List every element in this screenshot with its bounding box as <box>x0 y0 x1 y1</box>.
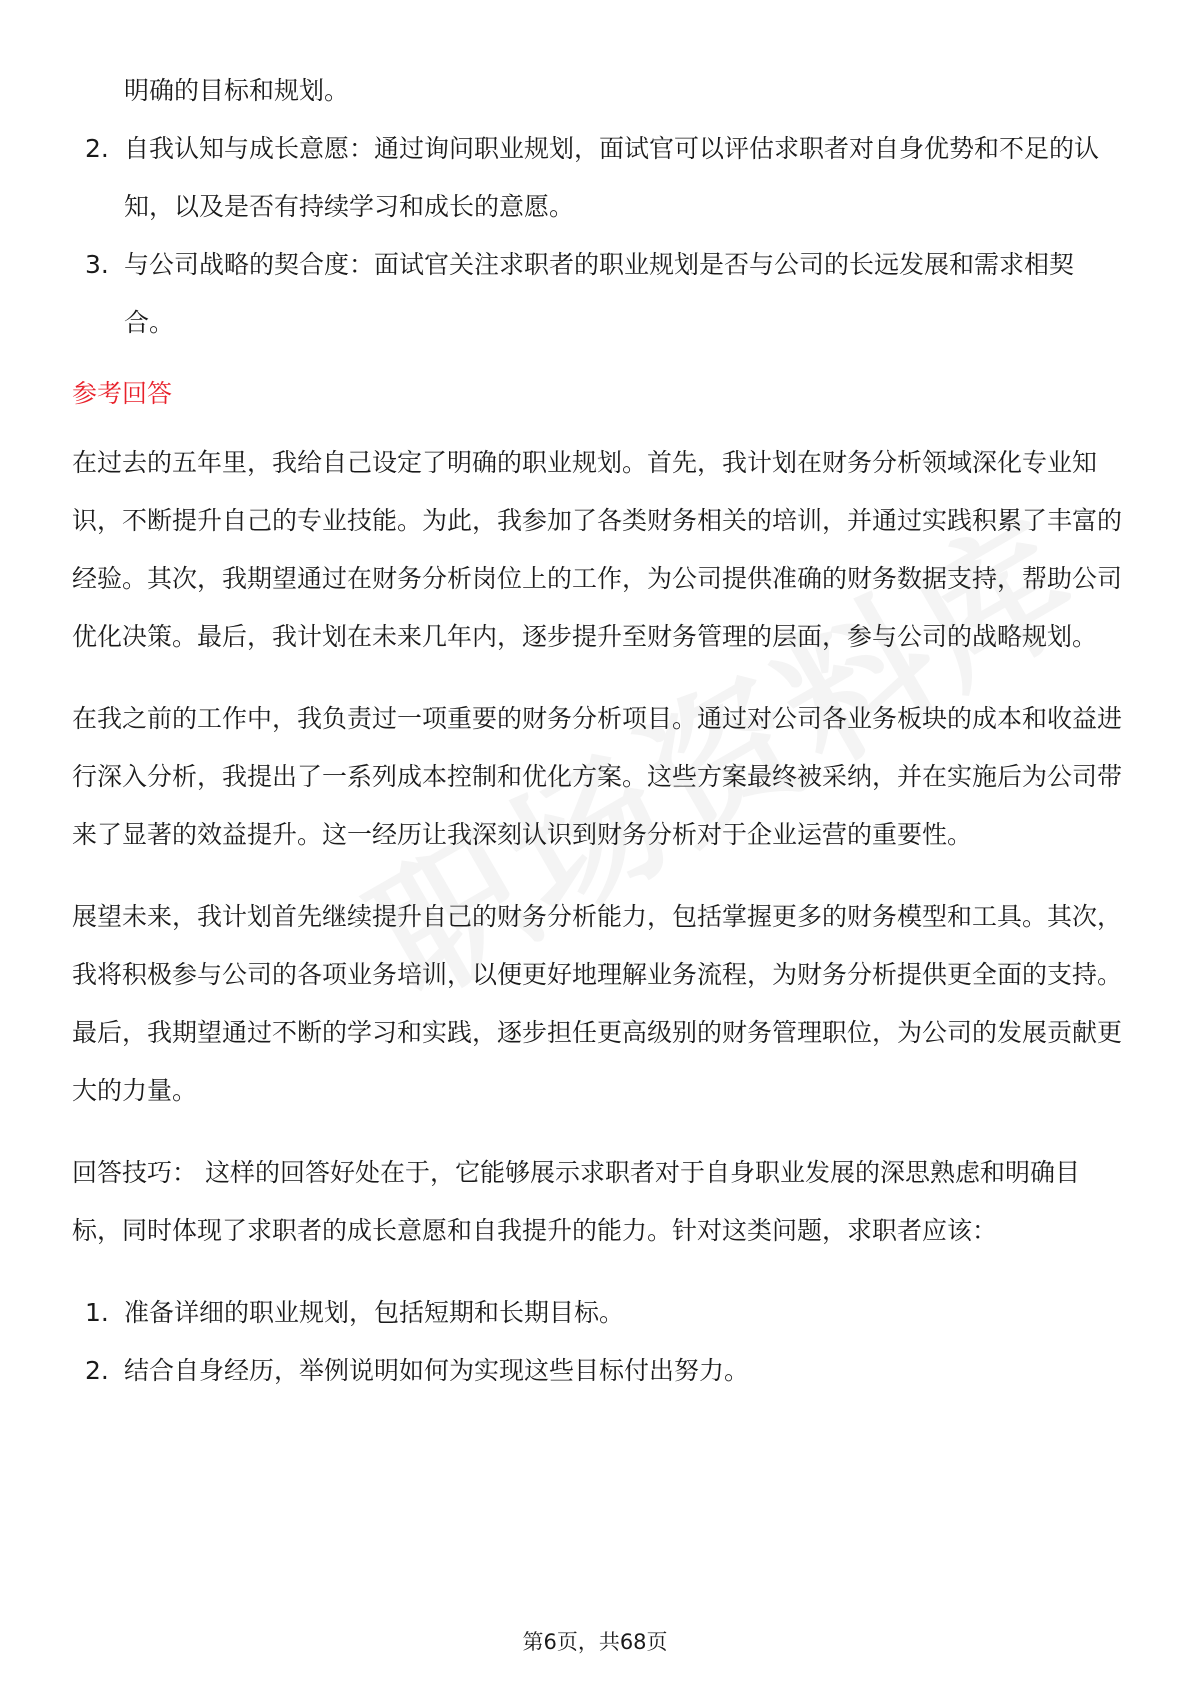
list-item-number: 1. <box>85 1298 109 1327</box>
list-item-number: 2. <box>85 134 109 163</box>
section-heading: 参考回答 <box>72 379 173 408</box>
answer-paragraph: 在我之前的工作中，我负责过一项重要的财务分析项目。通过对公司各业务板块的成本和收益进行深入分析，我提出了一系列成本控制和优化方案。这些方案最终被采纳，并在实施后为公司带来了显著的效益提升。这一经历让我深刻认识到财务分析对于企业运营的重要性。 <box>72 704 1123 849</box>
list-item <box>72 1342 1122 1400</box>
list-item-number: 2. <box>85 1356 109 1385</box>
list-item-text: 准备详细的职业规划，包括短期和长期目标。 <box>124 1298 625 1327</box>
page-number-footer: 第6页，共68页 <box>522 1630 668 1654</box>
list-item <box>72 1284 1122 1342</box>
list-item-text: 结合自身经历，举例说明如何为实现这些目标付出努力。 <box>124 1356 750 1385</box>
list-item <box>72 120 1122 236</box>
answer-paragraph: 在过去的五年里，我给自己设定了明确的职业规划。首先，我计划在财务分析领域深化专业知识，不断提升自己的专业技能。为此，我参加了各类财务相关的培训，并通过实践积累了丰富的经验。其次，我期望通过在财务分析岗位上的工作，为公司提供准确的财务数据支持，帮助公司优化决策。最后，我计划在未来几年内，逐步提升至财务管理的层面，参与公司的战略规划。 <box>72 448 1123 651</box>
list-item <box>72 236 1122 352</box>
answer-paragraph: 展望未来，我计划首先继续提升自己的财务分析能力，包括掌握更多的财务模型和工具。其次，我将积极参与公司的各项业务培训，以便更好地理解业务流程，为财务分析提供更全面的支持。最后，我期望通过不断的学习和实践，逐步担任更高级别的财务管理职位，为公司的发展贡献更大的力量。 <box>72 902 1123 1105</box>
list-item-text: 与公司战略的契合度：面试官关注求职者的职业规划是否与公司的长远发展和需求相契合。 <box>124 250 1075 337</box>
list-item-text: 自我认知与成长意愿：通过询问职业规划，面试官可以评估求职者对自身优势和不足的认知，以及是否有持续学习和成长的意愿。 <box>124 134 1100 221</box>
top-numbered-list <box>72 120 1122 352</box>
list-item-number: 3. <box>85 250 109 279</box>
answer-tips-paragraph: 回答技巧： 这样的回答好处在于，它能够展示求职者对于自身职业发展的深思熟虑和明确目标，同时体现了求职者的成长意愿和自我提升的能力。针对这类问题，求职者应该： <box>72 1158 1080 1245</box>
page-content <box>72 62 1122 1400</box>
list-continuation-text: 明确的目标和规划。 <box>124 76 350 105</box>
bottom-numbered-list <box>72 1284 1122 1400</box>
